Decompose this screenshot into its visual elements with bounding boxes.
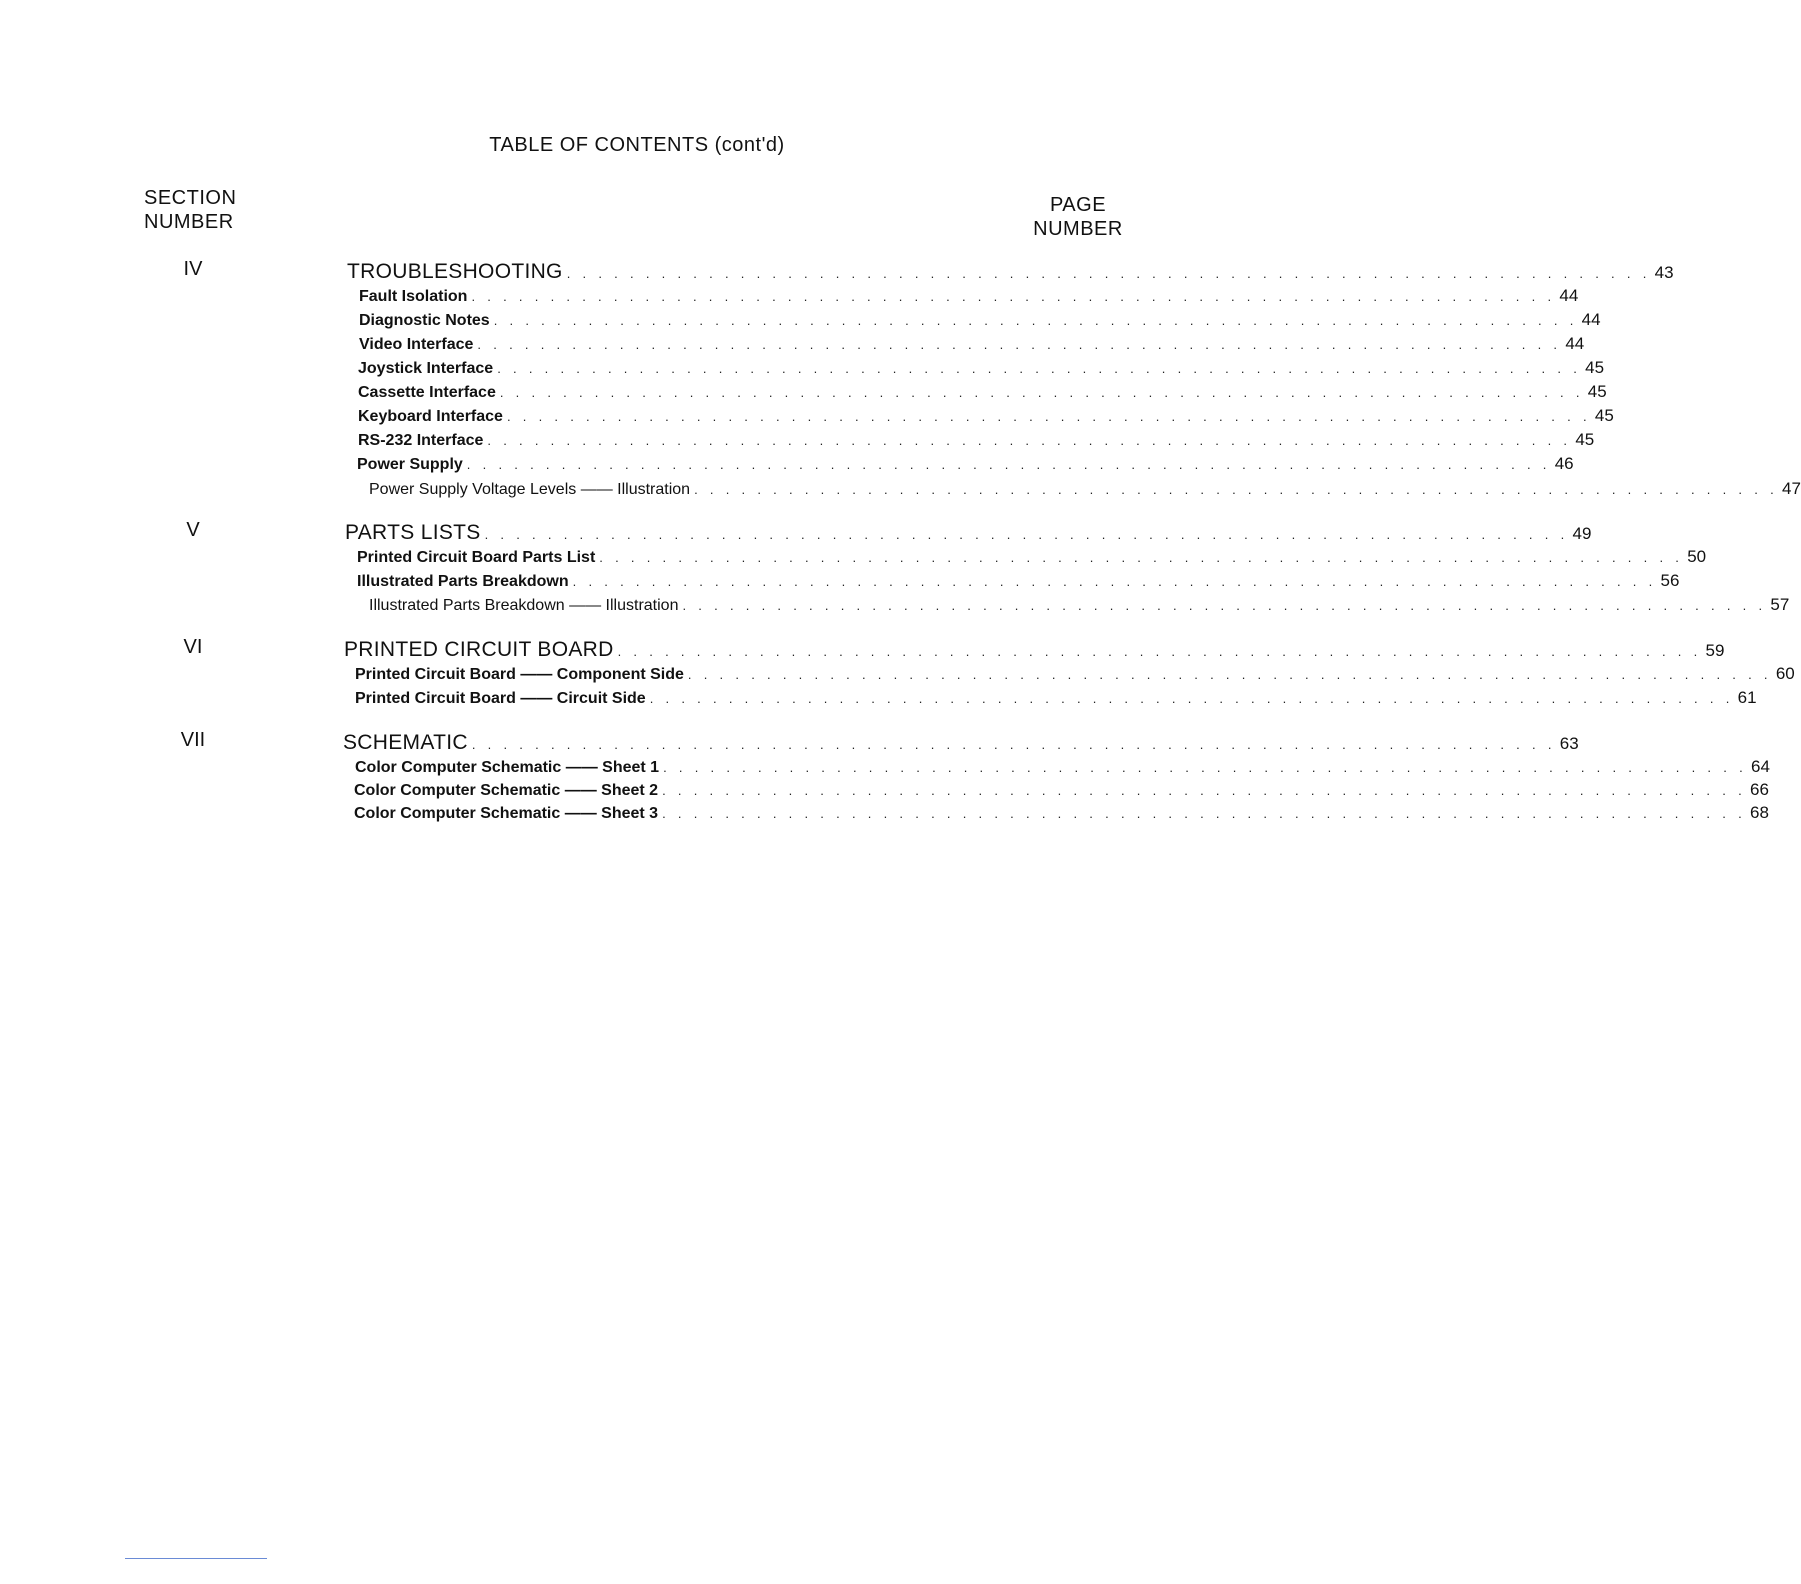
dot-leader: . . . . . . . . . . . . . . . . . . . . . . . . . . . . . . . . . . . . . . . . . . . . . . . . . . . . . . . . . . . . . . . . . . . . . [471,737,1556,752]
toc-entry-page: 45 [1575,430,1595,449]
page-number-header [1030,193,1126,241]
toc-entry-page: 43 [1654,263,1674,282]
section-number-header [144,186,236,234]
toc-entry-title: Fault Isolation [359,288,468,305]
section-number: V [186,519,200,541]
toc-entry-page: 66 [1749,780,1769,799]
toc-entry-title: RS-232 Interface [358,432,484,449]
toc-entry-title: Power Supply Voltage Levels —— Illustration [369,481,691,498]
toc-entry-title: PARTS LISTS [345,521,481,544]
toc-entry-title: Printed Circuit Board Parts List [357,549,596,566]
toc-entry-title: Printed Circuit Board —— Component Side [355,666,684,683]
toc-entry-page: 46 [1554,454,1574,473]
toc-entry-page: 47 [1781,479,1801,498]
toc-entry-title: Power Supply [357,456,463,473]
page-header-line2: NUMBER [1033,218,1123,240]
toc-entry-page: 45 [1587,382,1607,401]
dot-leader: . . . . . . . . . . . . . . . . . . . . . . . . . . . . . . . . . . . . . . . . . . . . . . . . . . . . . . . . . . . . . . . . . . . . . [566,266,1651,281]
toc-entry-title: Video Interface [359,336,474,353]
toc-entry[interactable] [347,260,1674,284]
toc-entry-page: 61 [1737,688,1757,707]
section-header-line1: SECTION [144,187,237,209]
toc-entry-page: 63 [1559,734,1579,753]
toc-entry-title: Joystick Interface [358,360,494,377]
toc-entry[interactable] [354,780,1769,804]
toc-entry-page: 59 [1705,641,1725,660]
toc-entry-page: 44 [1559,286,1579,305]
page-header-line1: PAGE [1049,194,1107,216]
toc-entry-page: 49 [1572,524,1592,543]
dot-leader: . . . . . . . . . . . . . . . . . . . . . . . . . . . . . . . . . . . . . . . . . . . . . . . . . . . . . . . . . . . . . . . . . . . . . [694,482,1778,497]
toc-entry-page: 45 [1594,406,1614,425]
toc-entry-page: 50 [1687,547,1707,566]
toc-entry-title: Color Computer Schematic —— Sheet 3 [354,805,659,822]
toc-entry-page: 56 [1660,571,1680,590]
toc-entry[interactable] [359,334,1585,358]
section-number: VII [180,729,206,751]
dot-leader: . . . . . . . . . . . . . . . . . . . . . . . . . . . . . . . . . . . . . . . . . . . . . . . . . . . . . . . . . . . . . . . . . . . . . [493,313,1578,328]
toc-entry-title: SCHEMATIC [343,731,468,754]
toc-entry[interactable] [359,310,1601,334]
toc-entry[interactable] [359,286,1579,310]
toc-entry[interactable] [355,688,1757,712]
toc-entry-title: PRINTED CIRCUIT BOARD [344,638,614,661]
toc-entry[interactable] [369,479,1801,503]
dot-leader: . . . . . . . . . . . . . . . . . . . . . . . . . . . . . . . . . . . . . . . . . . . . . . . . . . . . . . . . . . . . . . . . . . . . . [682,598,1767,613]
dot-leader: . . . . . . . . . . . . . . . . . . . . . . . . . . . . . . . . . . . . . . . . . . . . . . . . . . . . . . . . . . . . . . . . . . . . . [506,409,1591,424]
section-header-line2: NUMBER [144,211,234,233]
toc-entry-title: Printed Circuit Board —— Circuit Side [355,690,646,707]
toc-entry[interactable] [354,803,1769,827]
toc-entry-title: Illustrated Parts Breakdown —— Illustration [369,597,679,614]
toc-entry-title: Illustrated Parts Breakdown [357,573,569,590]
toc-entry[interactable] [369,595,1790,619]
section-number: VI [183,636,203,658]
dot-leader: . . . . . . . . . . . . . . . . . . . . . . . . . . . . . . . . . . . . . . . . . . . . . . . . . . . . . . . . . . . . . . . . . . . . . [484,527,1569,542]
dot-leader: . . . . . . . . . . . . . . . . . . . . . . . . . . . . . . . . . . . . . . . . . . . . . . . . . . . . . . . . . . . . . . . . . . . . . [499,385,1584,400]
toc-entry-page: 68 [1749,803,1769,822]
toc-entry-page: 45 [1585,358,1605,377]
dot-leader: . . . . . . . . . . . . . . . . . . . . . . . . . . . . . . . . . . . . . . . . . . . . . . . . . . . . . . . . . . . . . . . . . . . . . [617,644,1702,659]
dot-leader: . . . . . . . . . . . . . . . . . . . . . . . . . . . . . . . . . . . . . . . . . . . . . . . . . . . . . . . . . . . . . . . . . . . . . [466,457,1551,472]
dot-leader: . . . . . . . . . . . . . . . . . . . . . . . . . . . . . . . . . . . . . . . . . . . . . . . . . . . . . . . . . . . . . . . . . . . . . [599,550,1684,565]
toc-entry-title: Color Computer Schematic —— Sheet 2 [354,782,659,799]
toc-entry[interactable] [358,358,1605,382]
dot-leader: . . . . . . . . . . . . . . . . . . . . . . . . . . . . . . . . . . . . . . . . . . . . . . . . . . . . . . . . . . . . . . . . . . . . . [663,760,1747,775]
toc-entry-title: Cassette Interface [358,384,496,401]
toc-entry[interactable] [357,571,1680,595]
toc-entry[interactable] [358,382,1607,406]
toc-entry[interactable] [357,547,1707,571]
dot-leader: . . . . . . . . . . . . . . . . . . . . . . . . . . . . . . . . . . . . . . . . . . . . . . . . . . . . . . . . . . . . . . . . . . . . . [471,289,1556,304]
toc-entry-title: TROUBLESHOOTING [347,260,563,283]
dot-leader: . . . . . . . . . . . . . . . . . . . . . . . . . . . . . . . . . . . . . . . . . . . . . . . . . . . . . . . . . . . . . . . . . . . . . [687,667,1772,682]
toc-entry-page: 57 [1770,595,1790,614]
dot-leader: . . . . . . . . . . . . . . . . . . . . . . . . . . . . . . . . . . . . . . . . . . . . . . . . . . . . . . . . . . . . . . . . . . . . . [649,691,1734,706]
toc-entry-title: Keyboard Interface [358,408,503,425]
toc-entry[interactable] [344,638,1725,662]
toc-entry[interactable] [345,521,1592,545]
toc-entry-title: Color Computer Schematic —— Sheet 1 [355,759,660,776]
dot-leader: . . . . . . . . . . . . . . . . . . . . . . . . . . . . . . . . . . . . . . . . . . . . . . . . . . . . . . . . . . . . . . . . . . . . . [497,361,1582,376]
toc-entry-title: Diagnostic Notes [359,312,490,329]
toc-entry-page: 44 [1565,334,1585,353]
toc-entry[interactable] [358,406,1614,430]
toc-entry[interactable] [358,430,1595,454]
toc-entry-page: 60 [1775,664,1795,683]
section-number: IV [183,258,203,280]
dot-leader: . . . . . . . . . . . . . . . . . . . . . . . . . . . . . . . . . . . . . . . . . . . . . . . . . . . . . . . . . . . . . . . . . . . . . [487,433,1572,448]
toc-entry[interactable] [355,664,1795,688]
footer-rule [125,1558,267,1559]
dot-leader: . . . . . . . . . . . . . . . . . . . . . . . . . . . . . . . . . . . . . . . . . . . . . . . . . . . . . . . . . . . . . . . . . . . . . [662,806,1746,821]
dot-leader: . . . . . . . . . . . . . . . . . . . . . . . . . . . . . . . . . . . . . . . . . . . . . . . . . . . . . . . . . . . . . . . . . . . . . [477,337,1562,352]
toc-entry-page: 44 [1581,310,1601,329]
page-title: TABLE OF CONTENTS (cont'd) [489,134,785,156]
toc-entry[interactable] [343,731,1579,755]
toc-entry[interactable] [357,454,1574,478]
toc-entry[interactable] [355,757,1770,781]
dot-leader: . . . . . . . . . . . . . . . . . . . . . . . . . . . . . . . . . . . . . . . . . . . . . . . . . . . . . . . . . . . . . . . . . . . . . [662,783,1746,798]
toc-entry-page: 64 [1750,757,1770,776]
dot-leader: . . . . . . . . . . . . . . . . . . . . . . . . . . . . . . . . . . . . . . . . . . . . . . . . . . . . . . . . . . . . . . . . . . . . . [572,574,1657,589]
